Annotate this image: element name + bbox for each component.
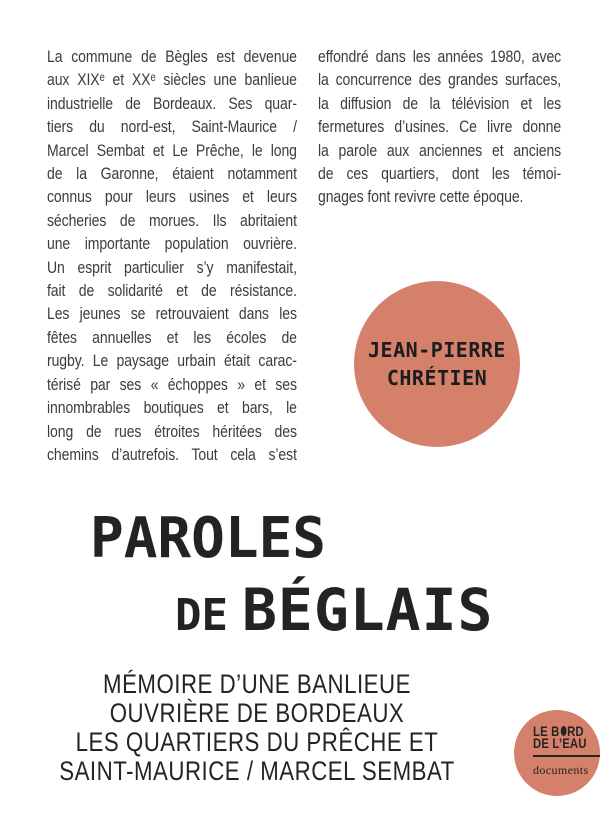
text-line: aux XIXᵉ et XXᵉ siècles une banlieue — [47, 71, 297, 90]
text-line: OUVRIÈRE DE BORDEAUX — [109, 698, 405, 728]
text-line: rugby. Le paysage urbain était carac- — [47, 352, 297, 371]
text-line: térisé par ses « échoppes » et ses — [47, 375, 297, 394]
intro-right-column — [318, 46, 561, 210]
intro-left-column-text — [47, 46, 297, 467]
text-line: sécheries de morues. Ils abritaient — [47, 211, 297, 230]
text-line: fait de solidarité et de résistance. — [47, 282, 297, 301]
text-line: de la Garonne, étaient notamment — [47, 165, 297, 184]
text-line: la concurrence des grandes surfaces, — [318, 71, 562, 90]
text-line: industrielle de Bordeaux. Ses quar- — [47, 94, 297, 113]
text-line: Un esprit particulier s’y manifestait, — [47, 258, 297, 277]
text-line: La commune de Bègles est devenue — [47, 48, 297, 66]
text-line: LES QUARTIERS DU PRÊCHE ET — [75, 727, 439, 757]
intro-left-column — [47, 46, 297, 467]
text-line: SAINT-MAURICE / MARCEL SEMBAT — [59, 756, 455, 786]
text-line: fêtes annuelles et les écoles de — [47, 328, 297, 347]
subtitle-block — [30, 670, 484, 786]
text-line: une importante population ouvrière. — [47, 235, 297, 254]
text-line: la diffusion de la télévision et les — [318, 94, 562, 113]
publisher-name — [533, 726, 587, 750]
text-line: tiers du nord-est, Saint-Maurice / — [47, 118, 297, 137]
author-name-line1: JEAN-PIERRE — [368, 338, 506, 362]
text-line: Les jeunes se retrouvaient dans les — [47, 305, 297, 324]
publisher-divider — [533, 755, 600, 757]
text-line: Marcel Sembat et Le Prêche, le long — [47, 141, 297, 160]
text-line: de ces quartiers, dont les témoi- — [318, 165, 562, 184]
author-name-line2: CHRÉTIEN — [386, 366, 488, 390]
publisher-name-line2: DE L’EAU — [533, 735, 587, 751]
text-line: MÉMOIRE D’UNE BANLIEUE — [103, 669, 411, 699]
collection-label: documents — [533, 763, 589, 777]
intro-right-column-text — [318, 46, 561, 210]
text-line: chemins d’autrefois. Tout cela s’est — [47, 445, 297, 464]
text-line: gnages font revivre cette époque. — [318, 188, 524, 207]
text-line: fermetures d’usines. Ce livre donne — [318, 118, 562, 137]
author-badge-circle — [354, 281, 520, 447]
publisher-name-line1-post: RD — [567, 724, 584, 739]
title-de-word: DE — [175, 590, 228, 641]
filled-o-mark-icon — [560, 726, 566, 736]
title-line2 — [175, 576, 494, 645]
text-line: innombrables boutiques et bars, le — [47, 399, 297, 418]
title-beglais-word: BÉGLAIS — [241, 576, 494, 644]
title-line1: PAROLES — [90, 506, 327, 571]
text-line: effondré dans les années 1980, avec — [318, 48, 562, 66]
text-line: la parole aux anciennes et anciens — [318, 141, 562, 160]
text-line: long de rues étroites héritées des — [47, 422, 297, 441]
publisher-badge-circle — [514, 710, 600, 796]
text-line: connus pour leurs usines et leurs — [47, 188, 297, 207]
publisher-name-line1-pre: LE B — [533, 724, 560, 739]
